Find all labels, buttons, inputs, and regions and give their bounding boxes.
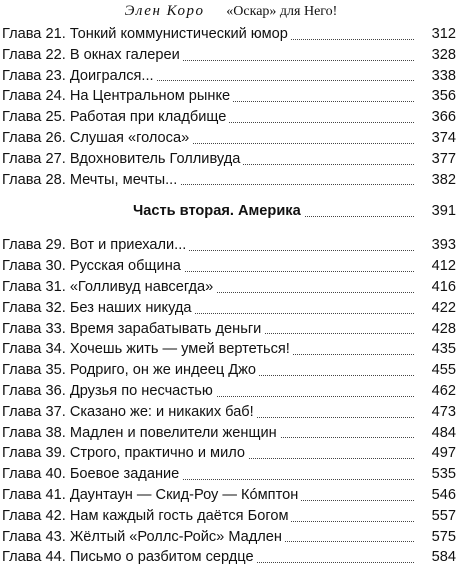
toc-entry-page-number: 497 bbox=[416, 443, 456, 464]
toc-entry-page-number: 575 bbox=[416, 527, 456, 548]
toc-entry bbox=[0, 381, 462, 402]
toc-entry-label: Глава 25. Работая при кладбище bbox=[2, 107, 229, 128]
toc-entry-page-number: 557 bbox=[416, 506, 456, 527]
running-header-book-title: «Оскар» для Него! bbox=[226, 4, 338, 19]
toc-entry bbox=[0, 235, 462, 256]
toc-entry-label: Глава 38. Мадлен и повелители женщин bbox=[2, 423, 280, 444]
toc-entry bbox=[0, 149, 462, 170]
toc-entry-page-number: 338 bbox=[416, 66, 456, 87]
toc-entry bbox=[0, 107, 462, 128]
toc-entry bbox=[0, 485, 462, 506]
toc-entry-page-number: 584 bbox=[416, 547, 456, 568]
toc-entry-page-number: 312 bbox=[416, 24, 456, 45]
toc-entry bbox=[0, 506, 462, 527]
table-of-contents bbox=[0, 24, 462, 568]
toc-entry-page-number: 435 bbox=[416, 339, 456, 360]
toc-entry-page-number: 462 bbox=[416, 381, 456, 402]
toc-entry-page-number: 455 bbox=[416, 360, 456, 381]
toc-entry-page-number: 382 bbox=[416, 170, 456, 191]
toc-entry bbox=[0, 24, 462, 45]
toc-entry-page-number: 356 bbox=[416, 86, 456, 107]
toc-entry bbox=[0, 423, 462, 444]
toc-entry bbox=[0, 319, 462, 340]
toc-entry-label: Глава 22. В окнах галереи bbox=[2, 45, 183, 66]
toc-entry-label: Глава 41. Даунтаун — Скид-Роу — Кóмптон bbox=[2, 485, 301, 506]
toc-entry-page-number: 484 bbox=[416, 423, 456, 444]
part-heading-page-number: 391 bbox=[416, 199, 456, 223]
toc-entry bbox=[0, 45, 462, 66]
toc-entry-label: Глава 26. Слушая «голоса» bbox=[2, 128, 192, 149]
toc-entry-label: Глава 36. Друзья по несчастью bbox=[2, 381, 216, 402]
toc-entry-label: Глава 33. Время зарабатывать деньги bbox=[2, 319, 264, 340]
toc-entry bbox=[0, 402, 462, 423]
toc-entry-page-number: 377 bbox=[416, 149, 456, 170]
toc-entry-label: Глава 28. Мечты, мечты... bbox=[2, 170, 180, 191]
toc-entry bbox=[0, 339, 462, 360]
toc-entry-page-number: 393 bbox=[416, 235, 456, 256]
toc-entry-label: Глава 35. Родриго, он же индеец Джо bbox=[2, 360, 259, 381]
toc-entry-label: Глава 42. Нам каждый гость даётся Богом bbox=[2, 506, 291, 527]
toc-entry-label: Глава 37. Сказано же: и никаких баб! bbox=[2, 402, 257, 423]
toc-entry-label: Глава 39. Строго, практично и мило bbox=[2, 443, 248, 464]
toc-entry bbox=[0, 464, 462, 485]
toc-entry bbox=[0, 128, 462, 149]
running-header-author: Элен Коро bbox=[124, 3, 205, 19]
toc-entry bbox=[0, 527, 462, 548]
toc-entry bbox=[0, 66, 462, 87]
toc-entry-page-number: 366 bbox=[416, 107, 456, 128]
toc-entry-label: Глава 23. Доигрался... bbox=[2, 66, 157, 87]
toc-section-part-two bbox=[0, 235, 462, 568]
toc-entry-page-number: 428 bbox=[416, 319, 456, 340]
toc-entry-label: Глава 29. Вот и приехали... bbox=[2, 235, 189, 256]
toc-entry-page-number: 473 bbox=[416, 402, 456, 423]
part-heading-label: Часть вторая. Америка bbox=[133, 199, 305, 223]
toc-entry-label: Глава 43. Жёлтый «Роллс-Ройс» Мадлен bbox=[2, 527, 285, 548]
toc-entry-page-number: 546 bbox=[416, 485, 456, 506]
toc-entry bbox=[0, 547, 462, 568]
toc-entry-page-number: 422 bbox=[416, 298, 456, 319]
toc-entry-page-number: 374 bbox=[416, 128, 456, 149]
toc-entry bbox=[0, 86, 462, 107]
toc-entry-page-number: 535 bbox=[416, 464, 456, 485]
toc-section-part-one bbox=[0, 24, 462, 190]
toc-entry bbox=[0, 360, 462, 381]
toc-entry bbox=[0, 277, 462, 298]
toc-entry bbox=[0, 256, 462, 277]
toc-part-heading bbox=[0, 199, 462, 223]
toc-entry bbox=[0, 170, 462, 191]
toc-entry bbox=[0, 298, 462, 319]
toc-entry-page-number: 416 bbox=[416, 277, 456, 298]
toc-entry-label: Глава 40. Боевое задание bbox=[2, 464, 182, 485]
toc-entry-label: Глава 30. Русская община bbox=[2, 256, 184, 277]
running-header bbox=[0, 0, 462, 24]
toc-entry-page-number: 328 bbox=[416, 45, 456, 66]
toc-entry-label: Глава 34. Хочешь жить — умей вертеться! bbox=[2, 339, 293, 360]
toc-entry bbox=[0, 443, 462, 464]
toc-entry-label: Глава 24. На Центральном рынке bbox=[2, 86, 233, 107]
toc-entry-label: Глава 27. Вдохновитель Голливуда bbox=[2, 149, 243, 170]
toc-entry-page-number: 412 bbox=[416, 256, 456, 277]
toc-entry-label: Глава 21. Тонкий коммунистический юмор bbox=[2, 24, 291, 45]
toc-entry-label: Глава 44. Письмо о разбитом сердце bbox=[2, 547, 257, 568]
toc-entry-label: Глава 31. «Голливуд навсегда» bbox=[2, 277, 216, 298]
toc-entry-label: Глава 32. Без наших никуда bbox=[2, 298, 195, 319]
